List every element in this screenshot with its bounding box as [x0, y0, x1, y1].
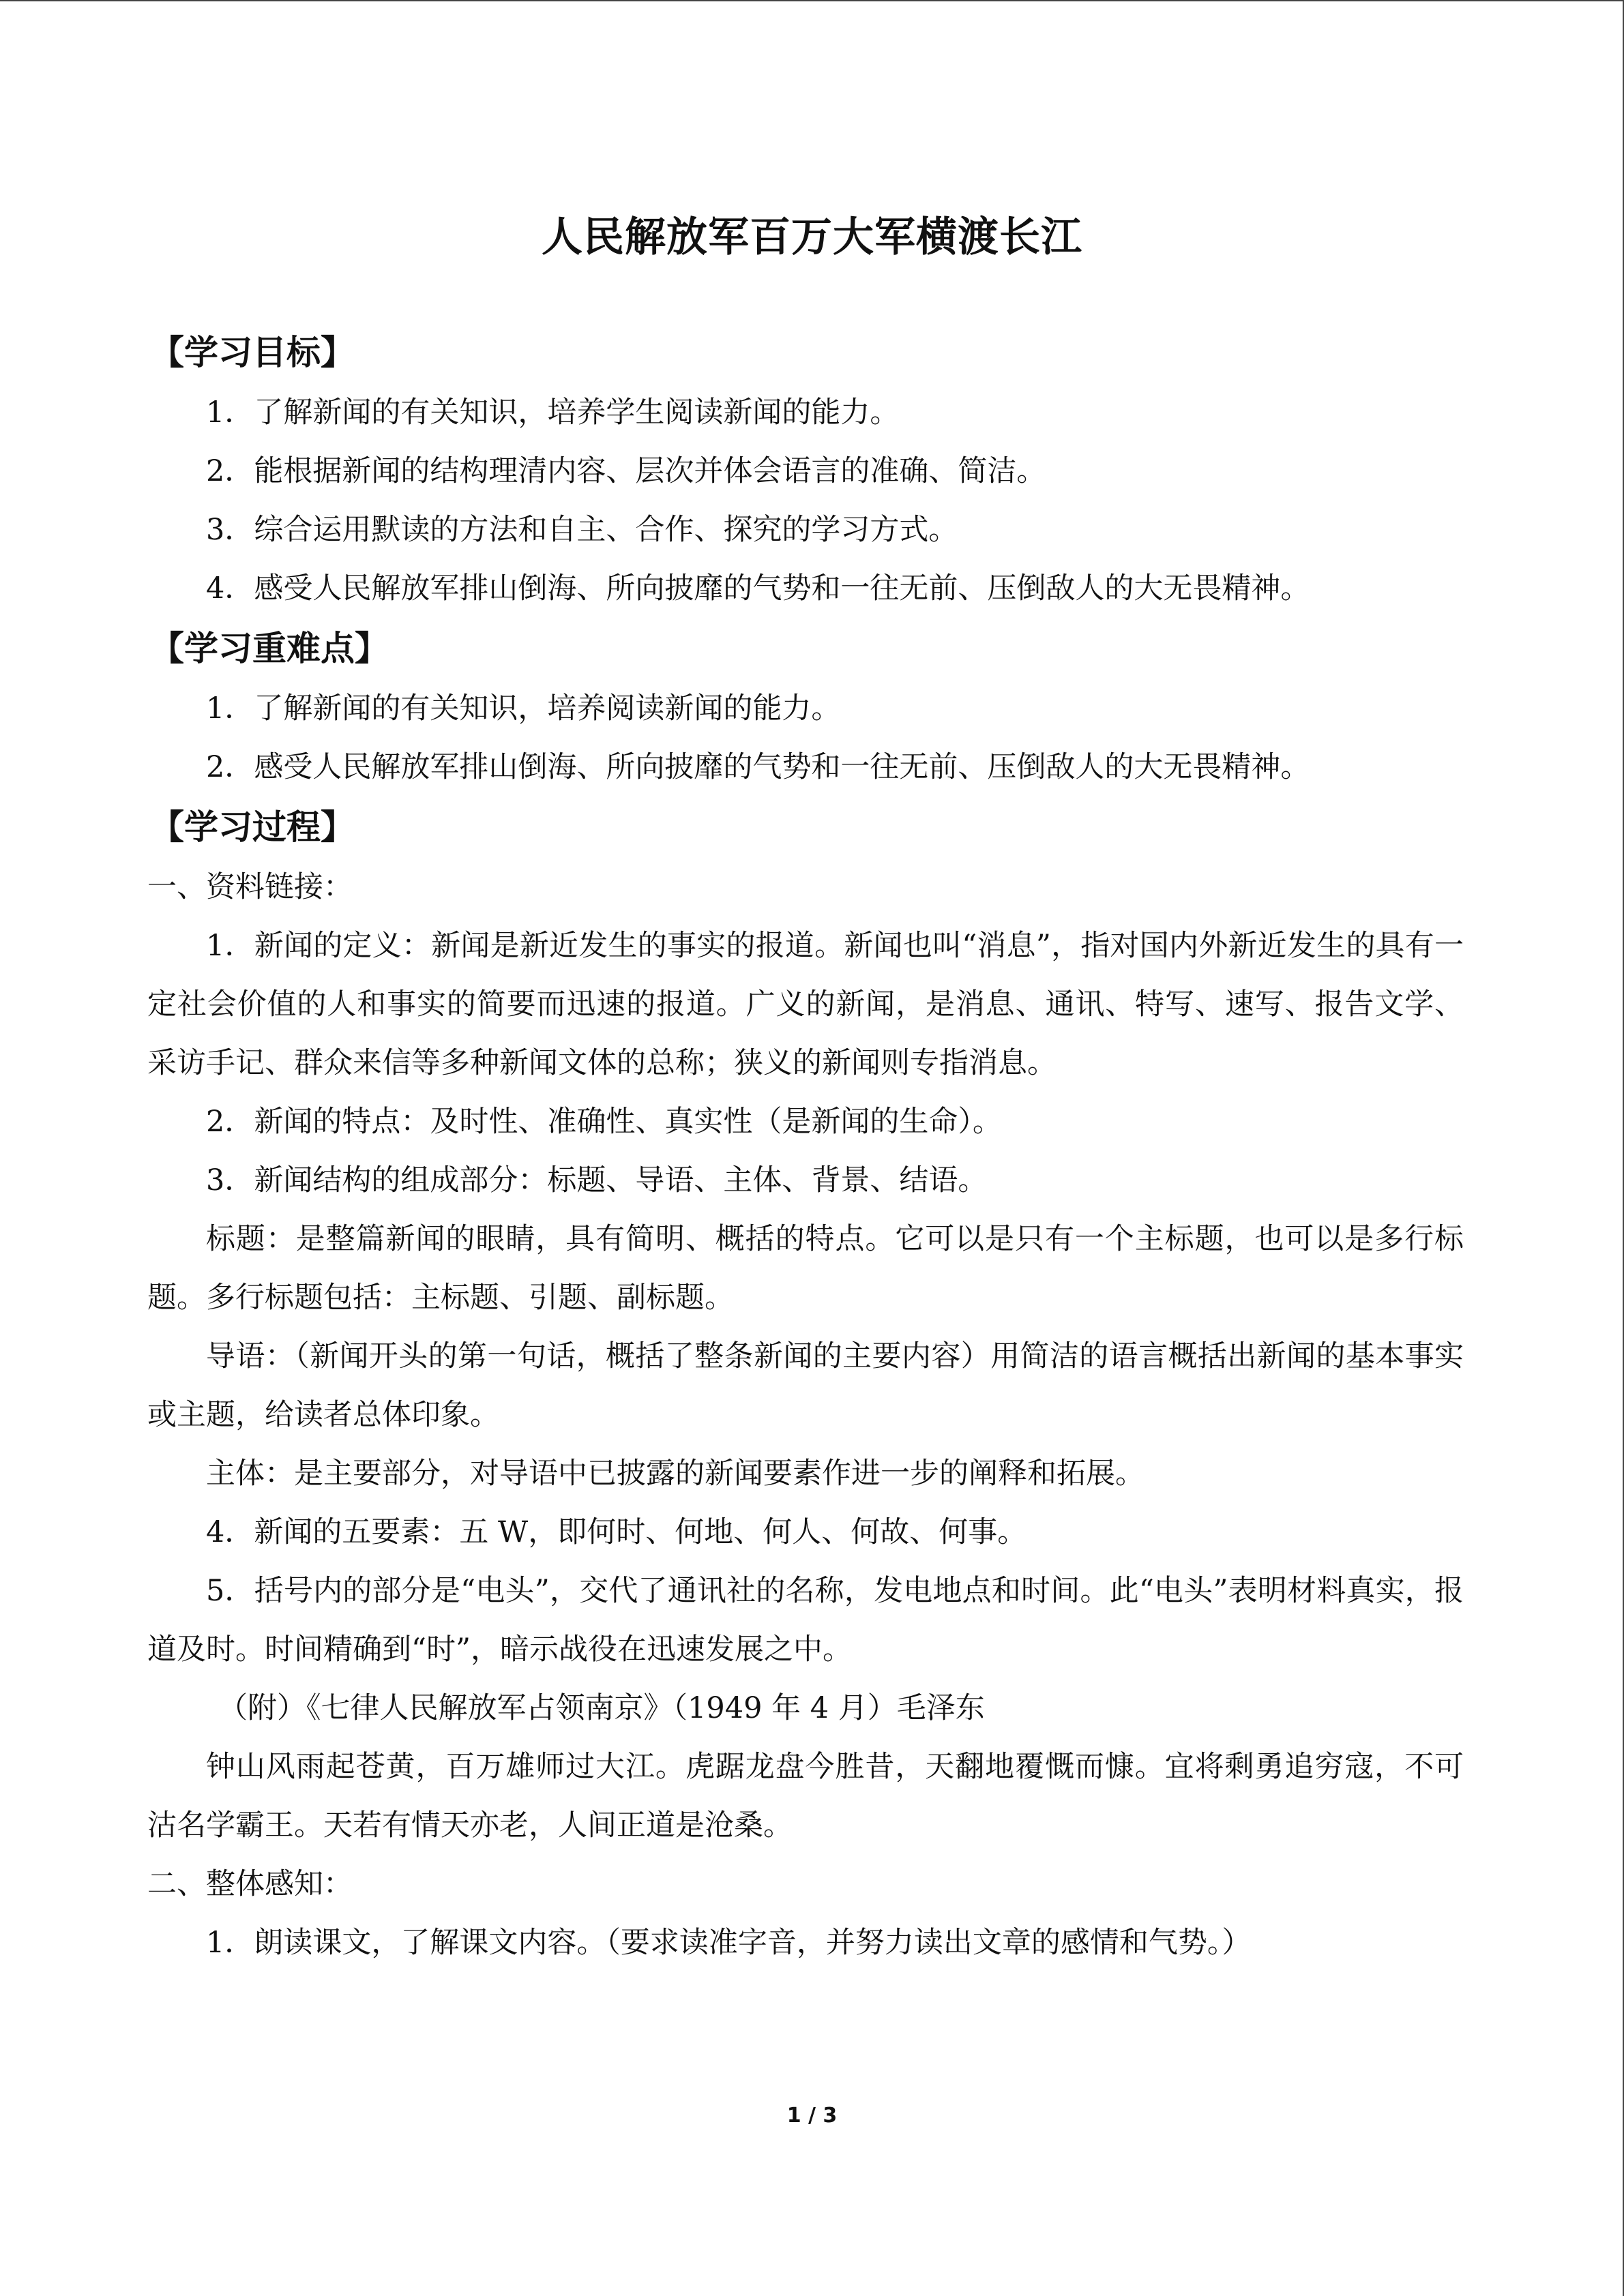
paragraph-news-features: 2．新闻的特点：及时性、准确性、真实性（是新闻的生命）。 — [206, 1105, 1002, 1139]
goal-item: 4．感受人民解放军排山倒海、所向披靡的气势和一往无前、压倒敌人的大无畏精神。 — [206, 571, 1310, 606]
paragraph-five-w: 4．新闻的五要素：五 W，即何时、何地、何人、何故、何事。 — [206, 1515, 1027, 1549]
paragraph-lead: 导语：（新闻开头的第一句话，概括了整条新闻的主要内容）用简洁的语言概括出新闻的基本事实或主题，给读者总体印象。 — [147, 1339, 1464, 1432]
goal-item: 2．能根据新闻的结构理清内容、层次并体会语言的准确、简洁。 — [206, 454, 1046, 488]
key-point-item: 2．感受人民解放军排山倒海、所向披靡的气势和一往无前、压倒敌人的大无畏精神。 — [206, 750, 1310, 784]
poem-text: 钟山风雨起苍黄，百万雄师过大江。虎踞龙盘今胜昔，天翻地覆慨而慷。宜将剩勇追穷寇，不可沽名学霸王。天若有情天亦老，人间正道是沧桑。 — [147, 1750, 1464, 1843]
paragraph-reading-task: 1．朗读课文，了解课文内容。（要求读准字音，并努力读出文章的感情和气势。） — [206, 1926, 1252, 1960]
paragraph-headline: 标题：是整篇新闻的眼睛，具有简明、概括的特点。它可以是只有一个主标题，也可以是多行标题。多行标题包括：主标题、引题、副标题。 — [147, 1222, 1464, 1315]
document-title: 人民解放军百万大军横渡长江 — [542, 213, 1082, 261]
goal-item: 1．了解新闻的有关知识，培养学生阅读新闻的能力。 — [206, 396, 900, 430]
paragraph-body: 主体：是主要部分，对导语中已披露的新闻要素作进一步的阐释和拓展。 — [206, 1457, 1145, 1491]
part-title: 一、资料链接： — [147, 870, 353, 904]
part-title: 二、整体感知： — [147, 1867, 353, 1901]
paragraph-dateline: 5．括号内的部分是“电头”，交代了通讯社的名称，发电地点和时间。此“电头”表明材料真实，报道及时。时间精确到“时”，暗示战役在迅速发展之中。 — [147, 1574, 1464, 1667]
paragraph-news-structure: 3．新闻结构的组成部分：标题、导语、主体、背景、结语。 — [206, 1163, 988, 1197]
poem-title: （附）《七律人民解放军占领南京》（1949 年 4 月）毛泽东 — [218, 1691, 985, 1725]
section-heading-goals: 【学习目标】 — [150, 333, 355, 372]
key-point-item: 1．了解新闻的有关知识，培养阅读新闻的能力。 — [206, 691, 841, 726]
document-body — [147, 322, 1464, 1972]
page-number: 1 / 3 — [786, 2104, 838, 2128]
section-heading-process: 【学习过程】 — [150, 807, 355, 847]
section-heading-key-points: 【学习重难点】 — [150, 629, 389, 668]
goal-item: 3．综合运用默读的方法和自主、合作、探究的学习方式。 — [206, 513, 958, 547]
paragraph-news-definition: 1．新闻的定义：新闻是新近发生的事实的报道。新闻也叫“消息”，指对国内外新近发生的具有一定社会价值的人和事实的简要而迅速的报道。广义的新闻，是消息、通讯、特写、速写、报告文学、采访手记、群众来信等多种新闻文体的总称；狭义的新闻则专指消息。 — [147, 929, 1464, 1080]
